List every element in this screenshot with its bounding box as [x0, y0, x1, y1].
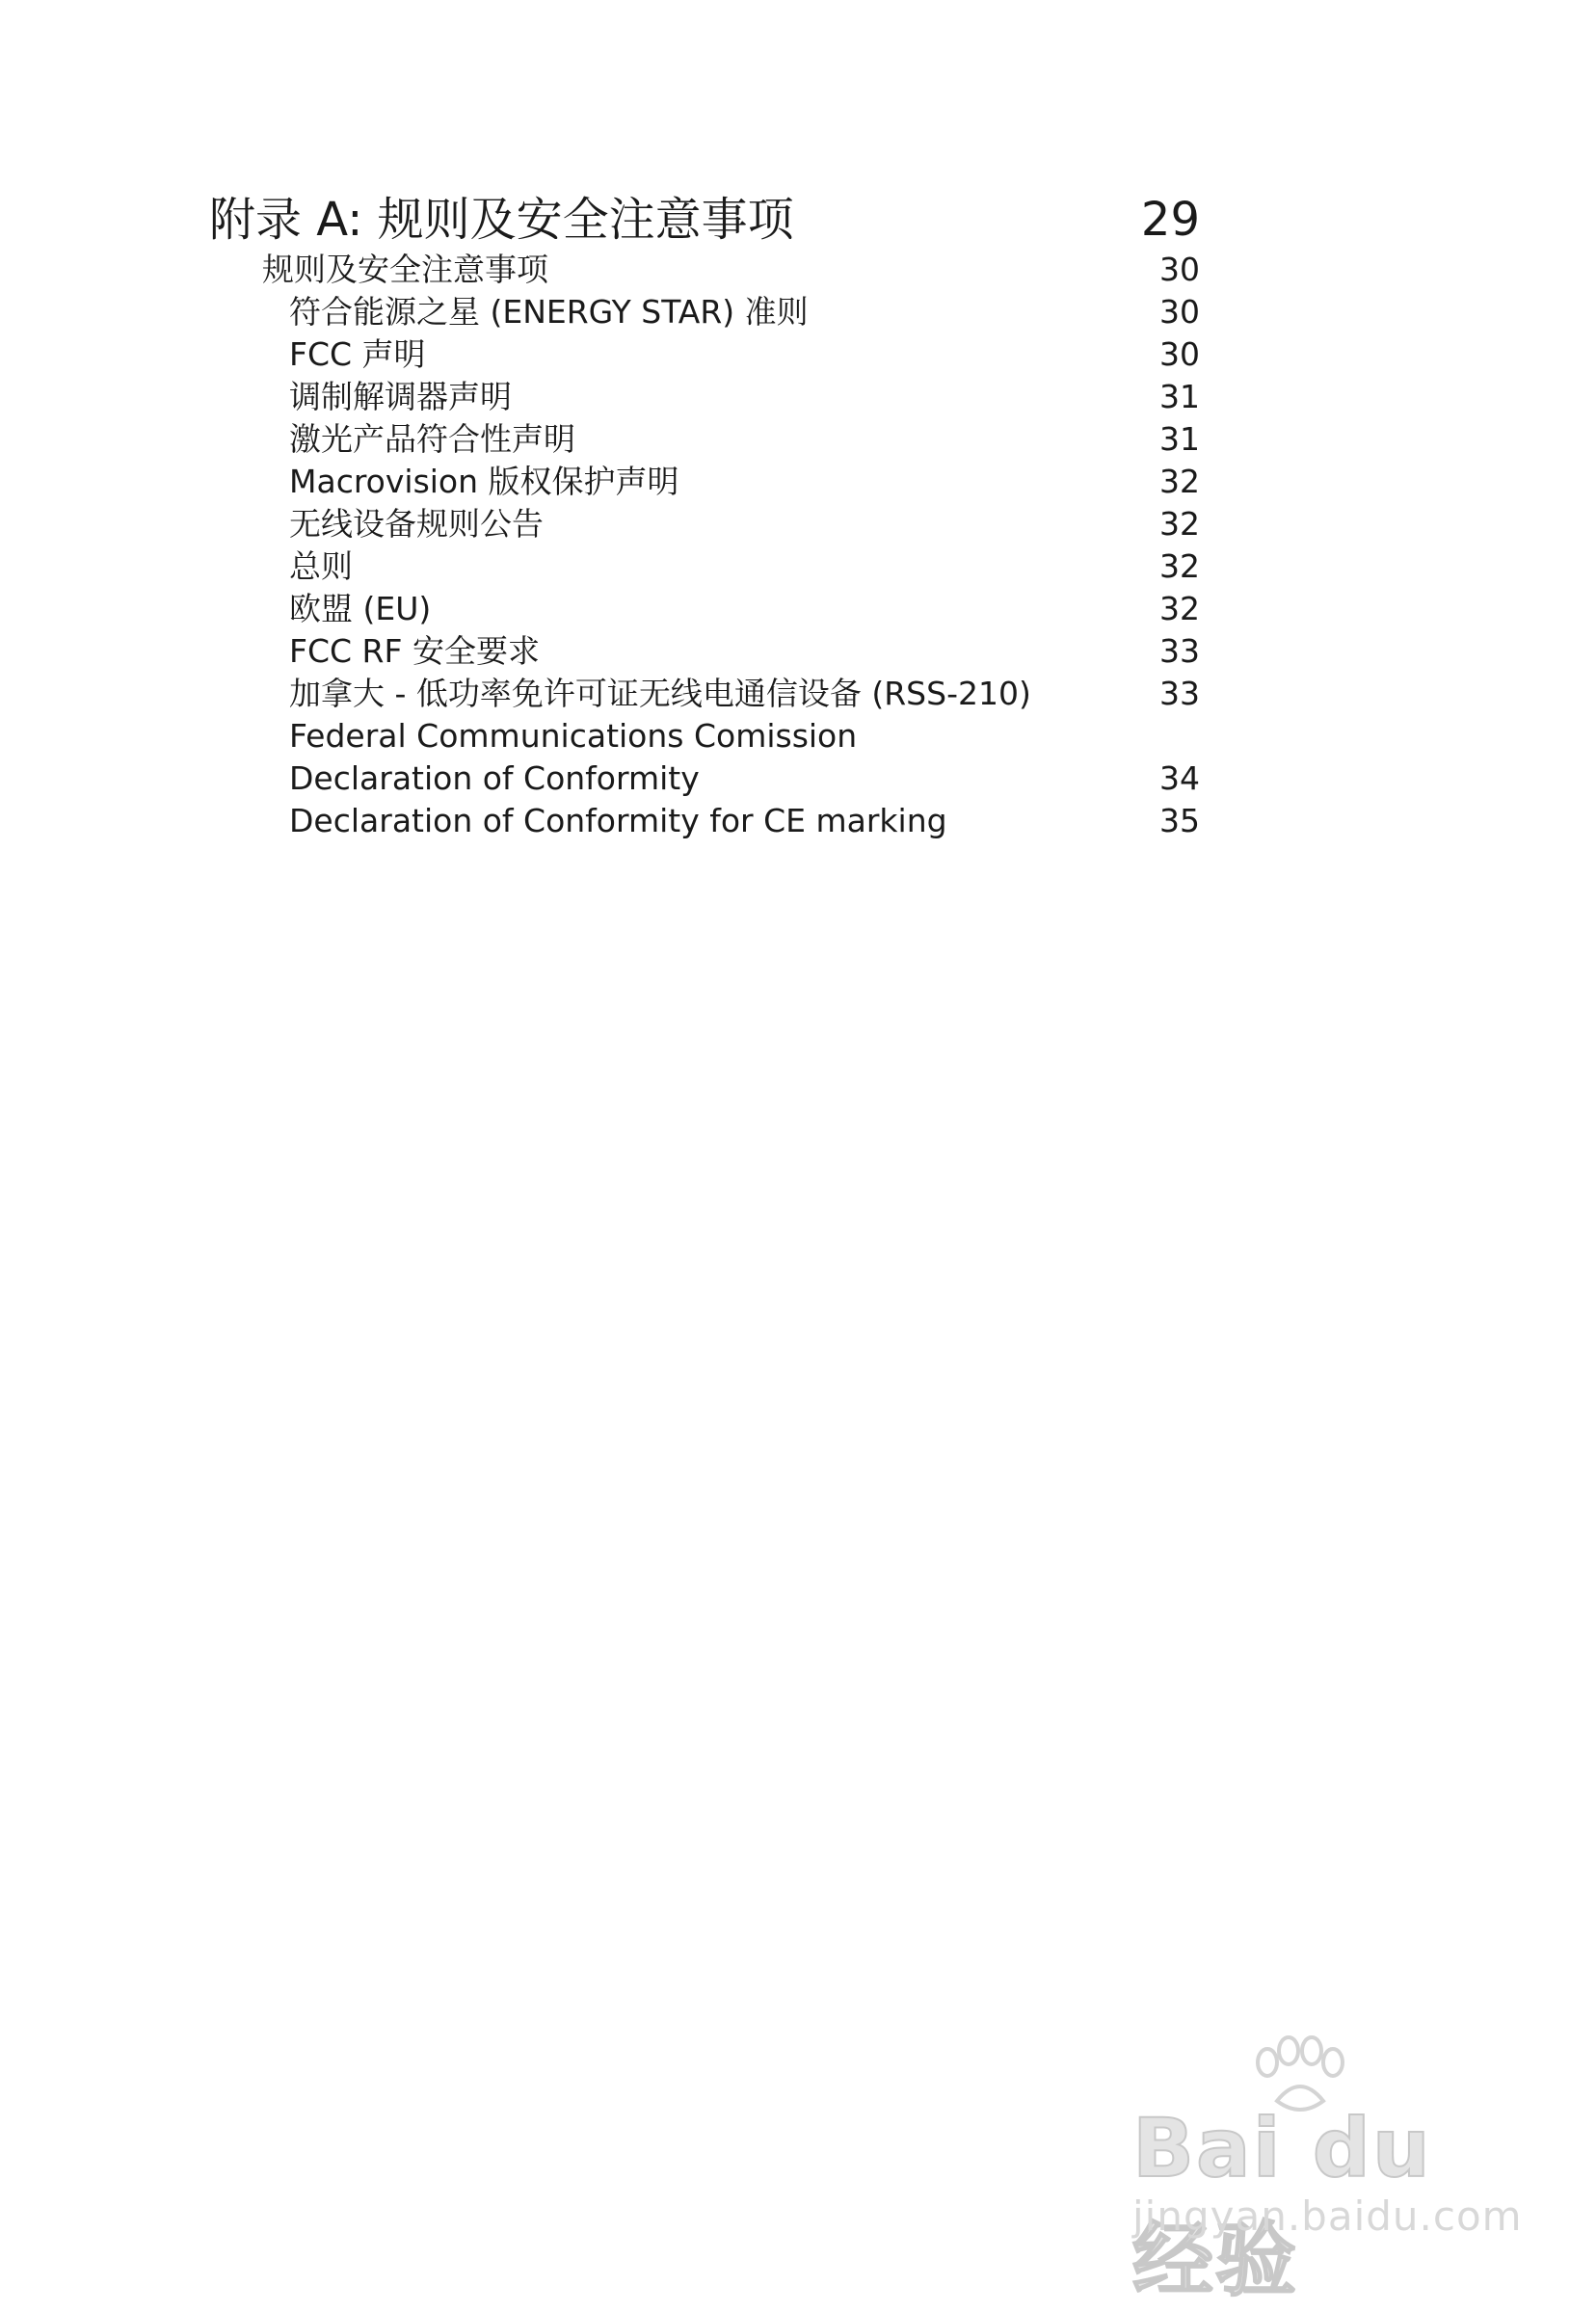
entry-page: 30 [1159, 335, 1200, 373]
entry-title: 调制解调器声明 [289, 378, 512, 415]
entry-page: 31 [1159, 420, 1200, 458]
entry-page: 33 [1159, 675, 1200, 712]
entry-page: 32 [1159, 547, 1200, 585]
entry-title: Federal Communications Comission [289, 717, 858, 755]
chapter-title: 附录 A: 规则及安全注意事项 [209, 193, 794, 247]
entry-page: 32 [1159, 590, 1200, 627]
entry-title: 加拿大 - 低功率免许可证无线电通信设备 (RSS-210) [289, 675, 1031, 712]
entry-title: FCC RF 安全要求 [289, 632, 540, 670]
entry-title: 无线设备规则公告 [289, 505, 544, 543]
section-page: 30 [1159, 251, 1200, 288]
entry-title: FCC 声明 [289, 335, 426, 373]
entry-title: 符合能源之星 (ENERGY STAR) 准则 [289, 293, 809, 331]
baidu-jingyan-watermark [1123, 2033, 1523, 2307]
entry-page: 35 [1159, 802, 1200, 839]
entry-title: Macrovision 版权保护声明 [289, 463, 679, 500]
entry-page: 31 [1159, 378, 1200, 415]
section-title: 规则及安全注意事项 [262, 251, 548, 288]
entry-title: 激光产品符合性声明 [289, 420, 575, 458]
chapter-page: 29 [1140, 193, 1200, 247]
entry-page: 33 [1159, 632, 1200, 670]
entry-page: 32 [1159, 463, 1200, 500]
entry-title: 欧盟 (EU) [289, 590, 432, 627]
entry-page: 32 [1159, 505, 1200, 543]
entry-title: 总则 [289, 547, 353, 585]
watermark-url: jingyan.baidu.com [1132, 2192, 1523, 2240]
entry-title: Declaration of Conformity [289, 759, 700, 797]
entry-page: 30 [1159, 293, 1200, 331]
entry-title: Declaration of Conformity for CE marking [289, 802, 947, 839]
watermark-brand: Bai du 经验 [1132, 2101, 1432, 2307]
entry-page: 34 [1159, 759, 1200, 797]
